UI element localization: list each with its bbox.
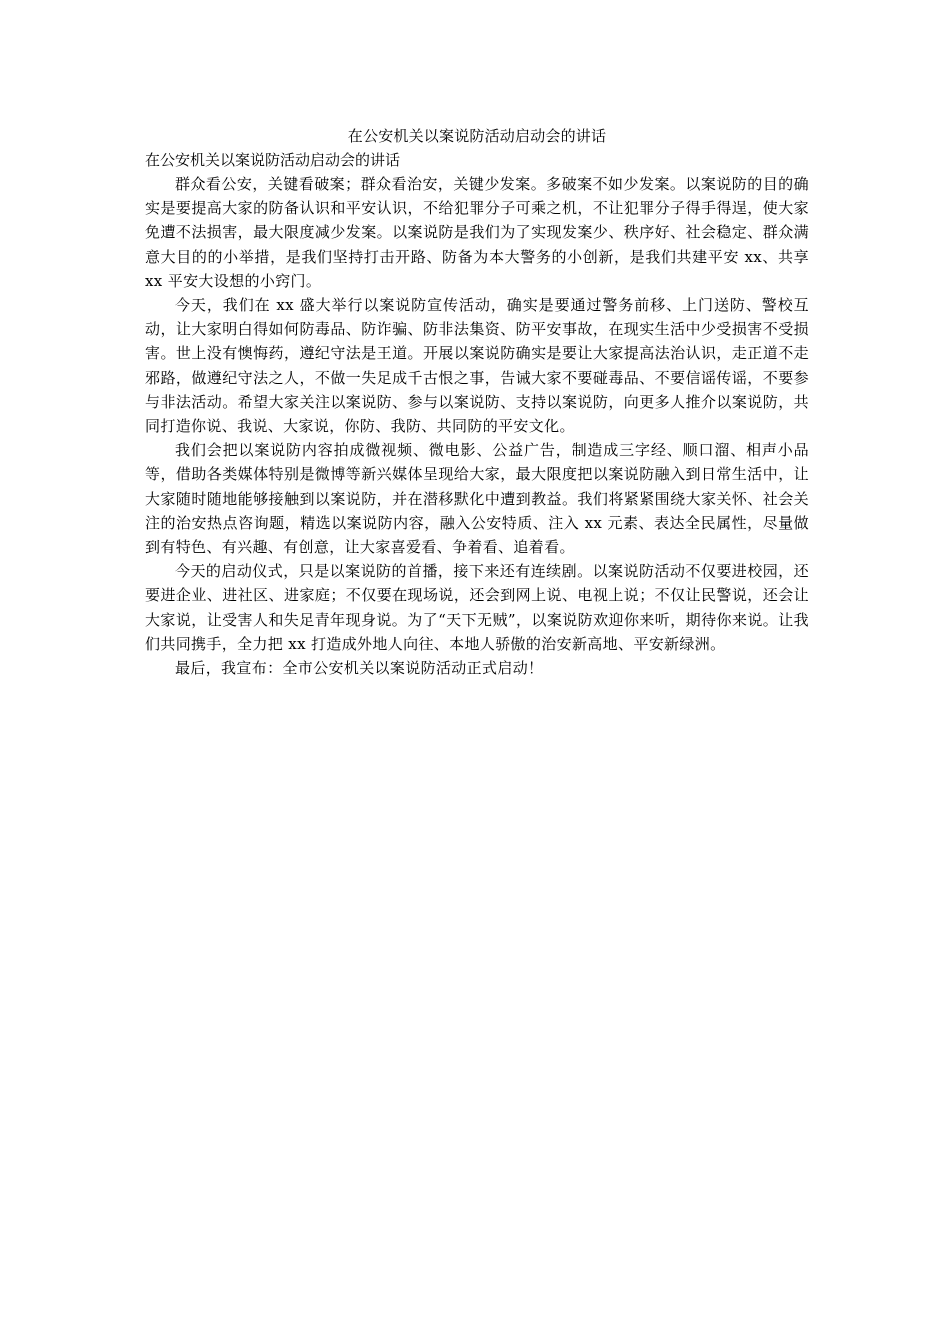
document-title: 在公安机关以案说防活动启动会的讲话 xyxy=(347,127,607,145)
paragraph-3: 我们会把以案说防内容拍成微视频、微电影、公益广告，制造成三字经、顺口溜、相声小品等，借助各类媒体特别是微博等新兴媒体呈现给大家，最大限度把以案说防融入到日常生活中，让大家随时随地能够接触到以案说防，并在潜移默化中遭到教益。我们将紧紧围绕大家关怀、社会关注的治安热点咨询题，精选以案说防内容，融入公安特质、注入 xx 元素、表达全民属性，尽量做到有特色、有兴趣、有创意，让大家喜爱看、争着看、追着看。 xyxy=(145,441,809,557)
document-page xyxy=(145,124,809,680)
paragraph-5: 最后，我宣布：全市公安机关以案说防活动正式启动！ xyxy=(175,659,544,678)
document-subtitle: 在公安机关以案说防活动启动会的讲话 xyxy=(145,151,401,169)
paragraph-2: 今天，我们在 xx 盛大举行以案说防宣传活动，确实是要通过警务前移、上门送防、警校互动，让大家明白得如何防毒品、防诈骗、防非法集资、防平安事故，在现实生活中少受损害不受损害。世上没有懊悔药，遵纪守法是王道。开展以案说防确实是要让大家提高法治认识，走正道不走邪路，做遵纪守法之人，不做一失足成千古恨之事，告诫大家不要碰毒品、不要信谣传谣，不要参与非法活动。希望大家关注以案说防、参与以案说防、支持以案说防，向更多人推介以案说防，共同打造你说、我说、大家说，你防、我防、共同防的平安文化。 xyxy=(145,296,809,436)
paragraph-1: 群众看公安，关键看破案；群众看治安，关键少发案。多破案不如少发案。以案说防的目的确实是要提高大家的防备认识和平安认识，不给犯罪分子可乘之机，不让犯罪分子得手得逞，使大家免遭不法损害，最大限度减少发案。以案说防是我们为了实现发案少、秩序好、社会稳定、群众满意大目的的小举措，是我们坚持打击开路、防备为本大警务的小创新，是我们共建平安 xx、共享 xx 平安大设想的小窍门。 xyxy=(145,175,809,290)
paragraph-4: 今天的启动仪式，只是以案说防的首播，接下来还有连续剧。以案说防活动不仅要进校园，还要进企业、进社区、进家庭；不仅要在现场说，还会到网上说、电视上说；不仅让民警说，还会让大家说，让受害人和失足青年现身说。为了“天下无贼”，以案说防欢迎你来听，期待你来说。让我们共同携手，全力把 xx 打造成外地人向往、本地人骄傲的治安新高地、平安新绿洲。 xyxy=(145,562,809,653)
